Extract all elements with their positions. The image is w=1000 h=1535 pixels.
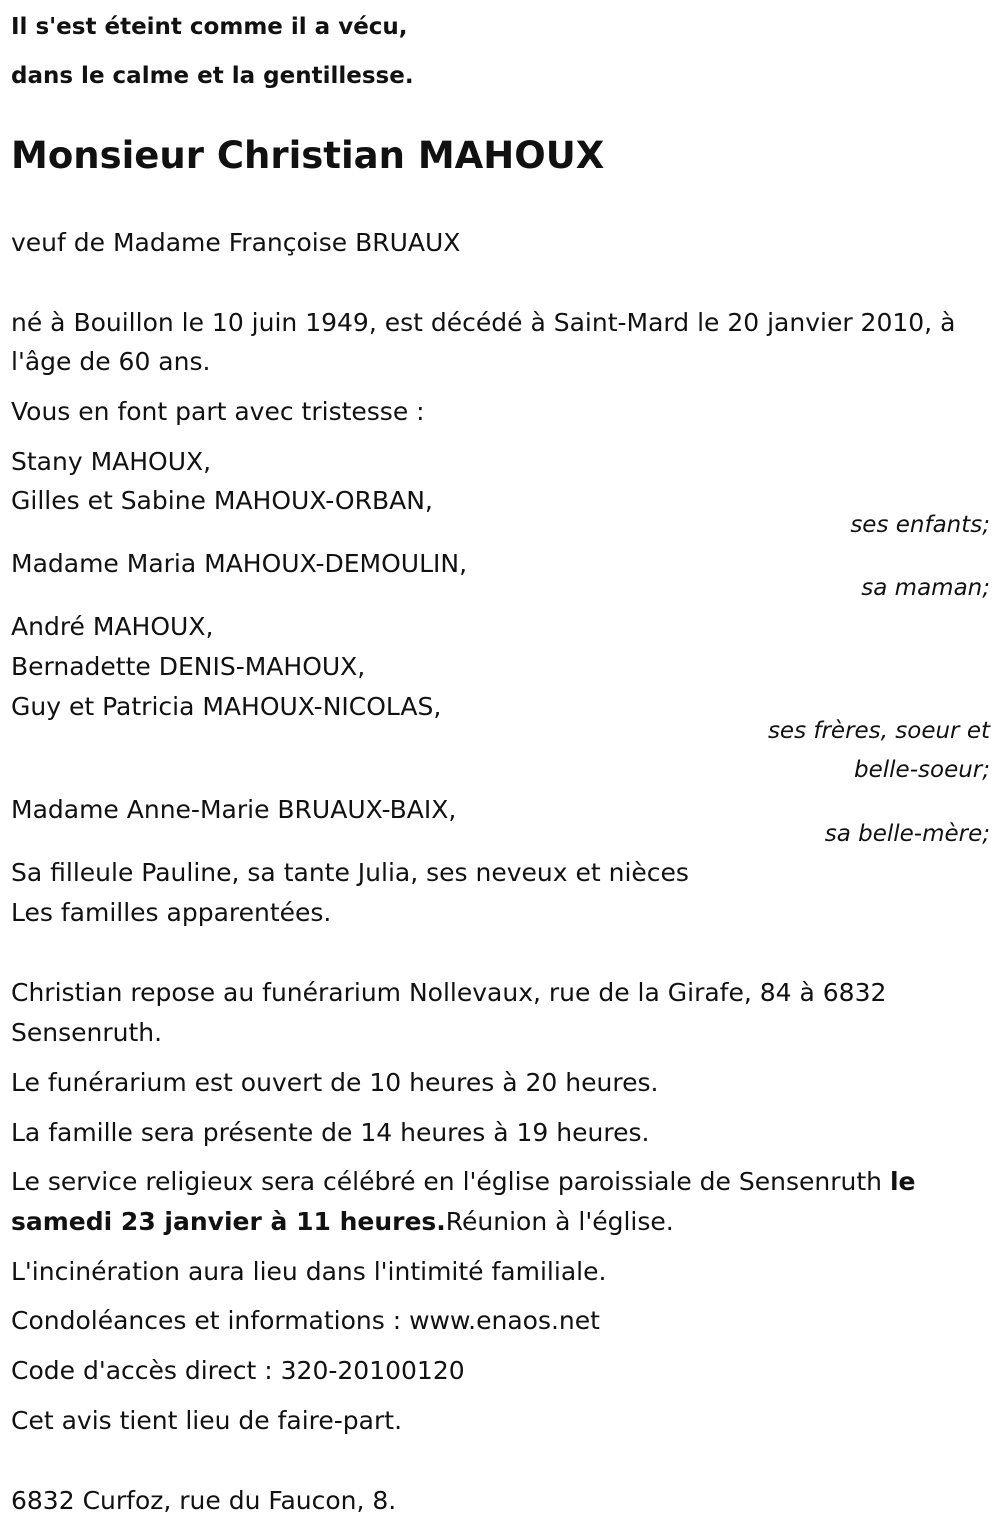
relation-mother: sa maman;	[861, 575, 990, 601]
address-line: 6832 Curfoz, rue du Faucon, 8.	[11, 1486, 397, 1515]
relation-siblings-line-1: ses frères, soeur et	[767, 718, 990, 744]
birth-death-line-2: l'âge de 60 ans.	[11, 347, 211, 376]
birth-death-line-1: né à Bouillon le 10 juin 1949, est décédé à Saint-Mard le 20 janvier 2010, à	[11, 308, 956, 337]
service-line-2	[11, 1207, 674, 1237]
service-prefix: Le service religieux sera célébré en l'église paroissiale de Sensenruth	[11, 1167, 882, 1196]
family-member: Guy et Patricia MAHOUX-NICOLAS,	[11, 692, 442, 721]
family-member: Madame Maria MAHOUX-DEMOULIN,	[11, 549, 468, 578]
announcement-intro: Vous en font part avec tristesse :	[11, 397, 425, 426]
intro-line-1: Il s'est éteint comme il a vécu,	[11, 14, 408, 40]
relation-children: ses enfants;	[850, 512, 990, 538]
repose-line-1: Christian repose au funérarium Nollevaux, rue de la Girafe, 84 à 6832	[11, 978, 887, 1007]
deceased-name: Monsieur Christian MAHOUX	[11, 134, 605, 177]
service-suffix: Réunion à l'église.	[445, 1207, 674, 1236]
family-presence: La famille sera présente de 14 heures à 19 heures.	[11, 1118, 650, 1147]
relation-siblings-line-2: belle-soeur;	[854, 757, 990, 783]
access-code-line: Code d'accès direct : 320-20100120	[11, 1356, 465, 1385]
family-member: Bernadette DENIS-MAHOUX,	[11, 652, 366, 681]
service-bold-1: le	[889, 1167, 916, 1196]
others-line-1: Sa filleule Pauline, sa tante Julia, ses neveux et nièces	[11, 858, 689, 887]
family-member: Stany MAHOUX,	[11, 447, 212, 476]
funerarium-hours: Le funérarium est ouvert de 10 heures à 20 heures.	[11, 1068, 659, 1097]
repose-line-2: Sensenruth.	[11, 1018, 163, 1047]
service-line-1	[11, 1167, 915, 1197]
family-member: Madame Anne-Marie BRUAUX-BAIX,	[11, 795, 457, 824]
others-line-2: Les familles apparentées.	[11, 898, 332, 927]
condolences-line: Condoléances et informations : www.enaos.net	[11, 1306, 600, 1335]
family-member: Gilles et Sabine MAHOUX-ORBAN,	[11, 486, 433, 515]
service-date: samedi 23 janvier à 11 heures.	[11, 1207, 446, 1236]
spouse-line: veuf de Madame Françoise BRUAUX	[11, 228, 461, 257]
cremation-line: L'incinération aura lieu dans l'intimité familiale.	[11, 1257, 607, 1286]
family-member: André MAHOUX,	[11, 612, 214, 641]
intro-line-2: dans le calme et la gentillesse.	[11, 63, 414, 89]
relation-mother-in-law: sa belle-mère;	[824, 821, 990, 847]
notice-line: Cet avis tient lieu de faire-part.	[11, 1406, 403, 1435]
